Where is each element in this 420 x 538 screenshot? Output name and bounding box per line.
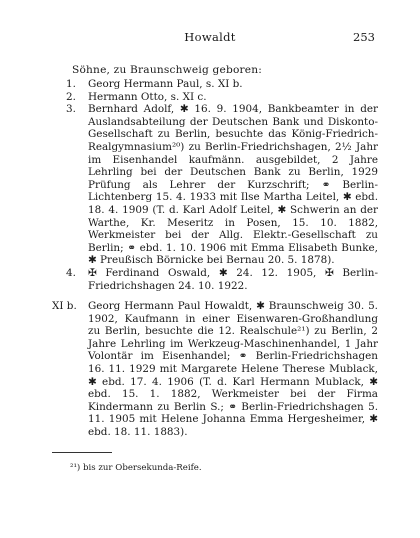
footnote-rule [52, 452, 112, 453]
list-item-text: Georg Hermann Paul, s. XI b. [88, 78, 243, 90]
children-list [66, 78, 378, 292]
list-item [66, 91, 378, 104]
list-item [66, 267, 378, 292]
page-number: 253 [353, 30, 375, 44]
list-item [66, 103, 378, 267]
genealogy-entry [52, 300, 378, 439]
list-item-text: Bernhard Adolf, ✱ 16. 9. 1904, Bankbeamter in der Auslandsabteilung der Deutschen Bank und Diskonto-Gesellschaft zu Berlin, besuchte das König-Friedrich-Realgymnasium²⁰) zu Berlin-Friedrichshagen, 2½ Jahr im Eisenhandel kaufmänn. ausgebildet, 2 Jahre Lehrling bei der Deutschen Bank zu Berlin, 1929 Prüfung als Lehrer der Kurzschrift; ⚭ Berlin-Lichtenberg 15. 4. 1933 mit Ilse Martha Leitel, ✱ ebd. 18. 4. 1909 (T. d. Karl Adolf Leitel, ✱ Schwerin an der Warthe, Kr. Meseritz in Posen, 15. 10. 1882, Werkmeister bei der Allg. Elektr.-Gesellschaft zu Berlin; ⚭ ebd. 1. 10. 1906 mit Emma Elisabeth Bunke, ✱ Preußisch Börnicke bei Bernau 20. 5. 1878). [88, 103, 378, 267]
list-item-number: 1. [66, 78, 76, 90]
list-item-number: 2. [66, 90, 76, 103]
list-item-number: 3. [66, 103, 76, 116]
list-item-number: 4. [66, 266, 76, 279]
list-item-text: ✠ Ferdinand Oswald, ✱ 24. 12. 1905, ✠ Berlin-Friedrichshagen 24. 10. 1922. [88, 266, 378, 292]
entry-label: XI b. [52, 300, 77, 312]
running-head: Howaldt [184, 30, 236, 44]
entry-text: Georg Hermann Paul Howaldt, ✱ Braunschweig 30. 5. 1902, Kaufmann in einer Eisenwaren-Großhandlung zu Berlin, besuchte die 12. Realschule²¹) zu Berlin, 2 Jahre Lehrling im Werkzeug-Maschinenhandel, 1 Jahr Volontär im Eisenhandel; ⚭ Berlin-Friedrichshagen 16. 11. 1929 mit Margarete Helene Therese Mublack, ✱ ebd. 17. 4. 1906 (T. d. Karl Hermann Mublack, ✱ ebd. 15. 1. 1882, Werkmeister bei der Firma Kindermann zu Berlin S.; ⚭ Berlin-Friedrichshagen 5. 11. 1905 mit Helene Johanna Emma Hergesheimer, ✱ ebd. 18. 11. 1883). [88, 300, 378, 438]
intro-line: Söhne, zu Braunschweig geboren: [72, 64, 263, 76]
list-item-text: Hermann Otto, s. XI c. [88, 90, 207, 103]
list-item [66, 78, 378, 91]
footnote: ²¹) bis zur Obersekunda-Reife. [70, 463, 202, 473]
